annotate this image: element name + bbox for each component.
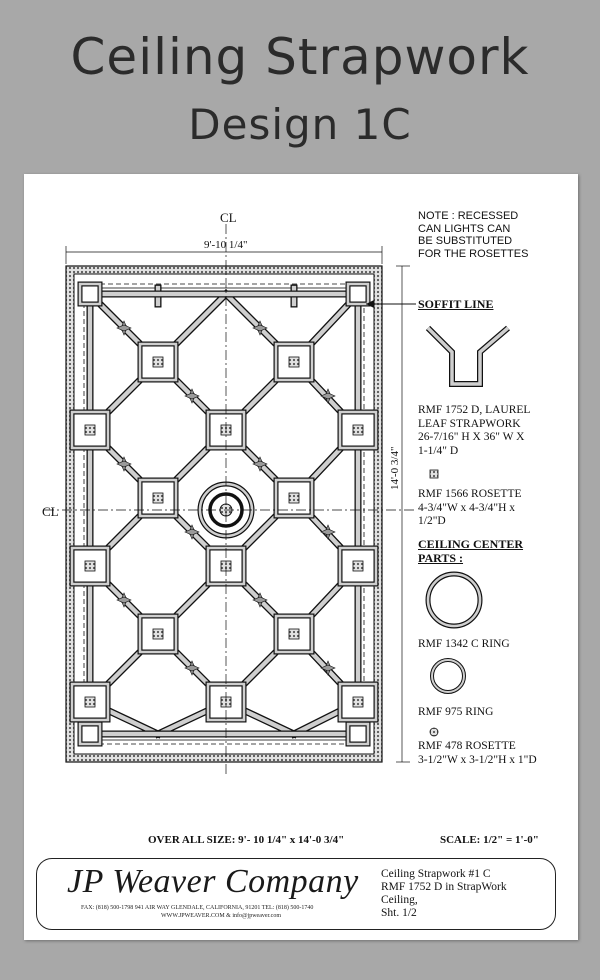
rosette <box>289 357 299 367</box>
rosette-478-spec: RMF 478 ROSETTE 3-1/2"W x 3-1/2"H x 1"D <box>418 740 537 766</box>
page-subtitle: Design 1C <box>188 100 412 149</box>
strapwork-square <box>80 284 100 304</box>
rosette-478-detail <box>430 728 438 736</box>
rosette-spec: RMF 1566 ROSETTE 4-3/4"W x 4-3/4"H x 1/2"D <box>418 488 522 527</box>
strapwork-square <box>348 724 368 744</box>
ceiling-center-heading: CEILING CENTER PARTS : <box>418 537 524 565</box>
contact-info: FAX: (818) 500-1798 941 AIR WAY GLENDALE, CALIFORNIA, 91201 TEL: (818) 500-1740 WWW.JPWEAVER.COM & info@jpweaver.com <box>81 905 314 919</box>
rosette <box>153 357 163 367</box>
rosette <box>353 425 363 435</box>
rosette <box>85 697 95 707</box>
ring-1342-label: RMF 1342 C RING <box>418 638 510 650</box>
rosette <box>353 697 363 707</box>
ring-975-label: RMF 975 RING <box>418 706 494 718</box>
strapwork-square <box>348 284 368 304</box>
title-block <box>36 858 556 930</box>
rosette <box>85 425 95 435</box>
rosette <box>153 629 163 639</box>
strapwork-spec: RMF 1752 D, LAUREL LEAF STRAPWORK 26-7/16" H X 36" W X 1-1/4" D <box>418 404 531 457</box>
rosette <box>289 629 299 639</box>
overall-size: OVER ALL SIZE: 9'- 10 1/4" x 14'-0 3/4" <box>148 834 345 846</box>
rosette <box>289 493 299 503</box>
note-text: NOTE : RECESSED CAN LIGHTS CAN BE SUBSTITUTED FOR THE ROSETTES <box>418 210 529 260</box>
strapwork-square <box>80 724 100 744</box>
centerline-mark-top: CL <box>220 210 237 225</box>
centerline-mark-left: CL <box>42 504 59 519</box>
rosette <box>85 561 95 571</box>
soffit-line-label: SOFFIT LINE <box>418 297 494 311</box>
sheet-description: Ceiling Strapwork #1 C RMF 1752 D in StrapWork Ceiling, Sht. 1/2 <box>381 868 507 919</box>
rosette <box>353 561 363 571</box>
height-dimension-label: 14'-0 3/4" <box>389 446 401 490</box>
rosette <box>153 493 163 503</box>
drawing-sheet <box>24 174 578 940</box>
company-logo: JP Weaver Company <box>67 863 359 900</box>
scale-label: SCALE: 1/2" = 1'-0" <box>440 834 539 846</box>
page-title: Ceiling Strapwork <box>70 28 530 86</box>
rosette-detail <box>430 470 438 478</box>
width-dimension-label: 9'-10 1/4" <box>204 239 248 251</box>
